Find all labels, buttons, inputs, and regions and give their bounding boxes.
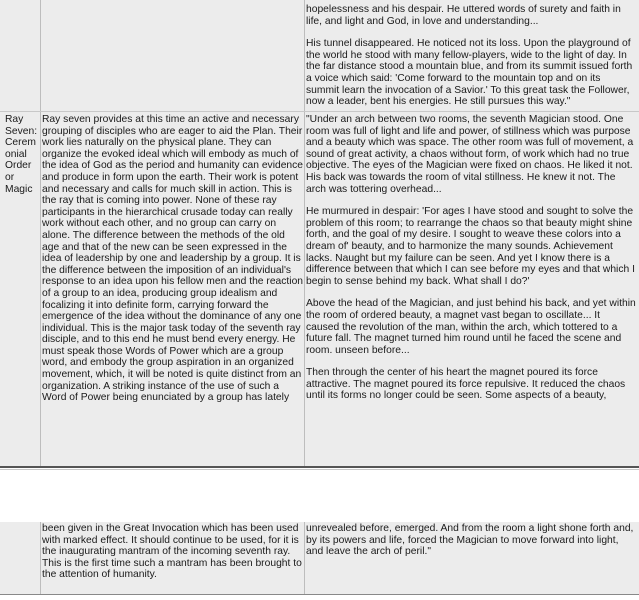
ray-description — [42, 114, 304, 404]
previous-story-continuation — [306, 4, 636, 108]
ray-description-text: Ray seven provides at this time an active and necessary grouping of disciples who are eager to aid the Plan. Their work lies naturally on the physical plane. They can organize the evoked ideal which will embody as much of the idea of God as the period and humanity can evidence and produce in form upon the earth. Their work is potent and necessary and calls for much skill in action. This is the ray that is coming into power. None of these ray participants in the hierarchical crusade today can really work without each other, and no group can carry on alone. The difference between the methods of the old age and that of the new can be seen expressed in the idea of leadership by one and leadership by a group. It is the difference between the imposition of an individual's response to an idea upon his fellow men and the reaction of a group to an idea, producing group idealism and focalizing it into definite form, carrying forward the emergence of the idea without the dominance of any one individual. This is the major task today of the seventh ray disciple, and to this end he must bend every energy. He must speak those Words of Power which are a group word, and embody the group aspiration in an organized movement, which, it will be noted is quite distinct from an organization. A striking instance of the use of such a Word of Power being enunciated by a group has lately — [42, 114, 304, 404]
page-break-line — [0, 469, 639, 470]
story-paragraph: Above the head of the Magician, and just behind his back, and yet within the room of ordered beauty, a magnet vast began to oscillate... It caused the revolution of the man, within the arch, which tottered to a future fall. The magnet turned him round until he faced the scene and room. unseen before... — [306, 298, 636, 356]
bottom-rule — [0, 594, 639, 595]
story-paragraph: "Under an arch between two rooms, the seventh Magician stood. One room was full of light and life and power, of stillness which was purpose and a beauty which was space. The other room was full of movement, a sound of great activity, a chaos without form, of work which had no true objective. The eyes of the Magician were fixed on chaos. He liked it not. His back was towards the room of vital stillness. He knew it not. The arch was tottering overhead... — [306, 114, 634, 195]
column-divider — [40, 0, 41, 466]
table-row-ray-seven-continued — [0, 522, 639, 594]
story-paragraph: Then through the center of his heart the magnet poured its force attractive. The magnet poured its force repulsive. It reduced the chaos until its forms no longer could be seen. Some aspects of a beauty, — [306, 367, 626, 402]
ray-description-continued — [42, 523, 304, 581]
magician-story — [306, 114, 636, 402]
ray-label-text: Ray Seven: Ceremonial Order or Magic — [5, 114, 38, 195]
story-paragraph: His tunnel disappeared. He noticed not its loss. Upon the playground of the world he stood with many fellow-players, wide to the light of day. In the far distance stood a mountain blue, and from its summit issued forth a voice which said: 'Come forward to the mountain top and on its summit learn the invocation of a Savior.' To this great task the Follower, now a leader, bent his energies. He still pursues this way." — [306, 38, 633, 108]
story-paragraph: hopelessness and his despair. He uttered words of surety and faith in life, and light and God, in love and understanding... — [306, 4, 621, 27]
column-divider — [304, 0, 305, 466]
ray-description-text: been given in the Great Invocation which has been used with marked effect. It should continue to be used, for it is the inaugurating mantram of the incoming seventh ray. This is the first time such a mantram has been brought to the attention of humanity. — [42, 523, 302, 581]
page-break-line — [0, 466, 639, 468]
row-divider — [0, 111, 639, 112]
column-divider — [40, 522, 41, 594]
story-paragraph: unrevealed before, emerged. And from the room a light shone forth and, by its powers and life, forced the Magician to move forward into light, and leave the arch of peril." — [306, 523, 634, 558]
magician-story-continued — [306, 523, 636, 558]
column-divider — [304, 522, 305, 594]
story-paragraph: He murmured in despair: 'For ages I have stood and sought to solve the problem of this room; to rearrange the chaos so that beauty might shine forth, and the goal of my desire. I sought to weave these colors into a dream of' beauty, and to harmonize the many sounds. Achievement lacks. Naught but my failure can be seen. And yet I know there is a difference between that which I can see before my eyes and that which I begin to sense behind my back. What shall I do?' — [306, 206, 635, 287]
ray-label — [5, 114, 39, 195]
